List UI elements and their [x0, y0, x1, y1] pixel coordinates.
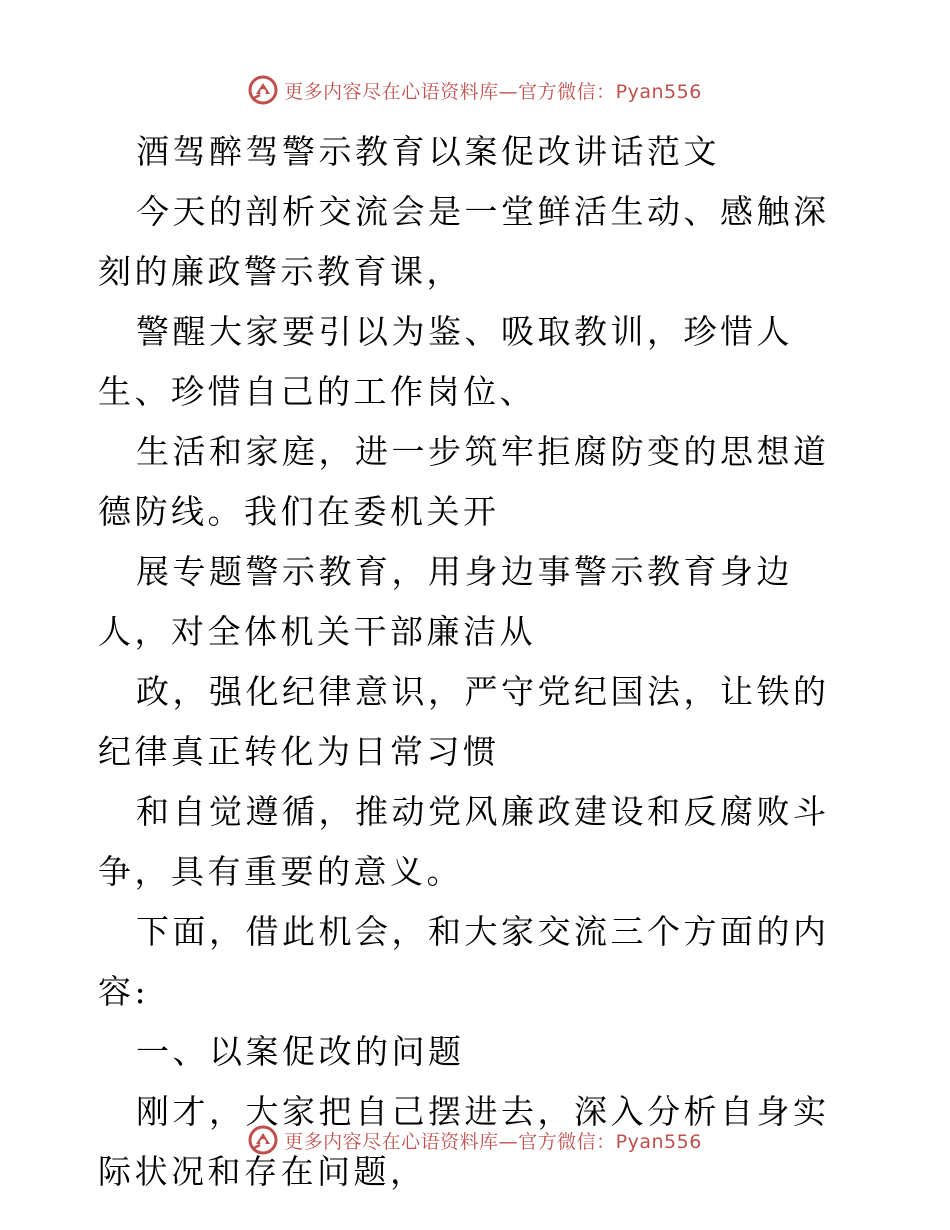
header-banner-text: 更多内容尽在心语资料库—官方微信：Pyan556 [284, 80, 702, 103]
paragraph-7: 下面，借此机会，和大家交流三个方面的内容: [98, 912, 830, 1011]
document-body [98, 122, 858, 1202]
red-seal-logo-icon [248, 1125, 278, 1155]
paragraph-5: 政，强化纪律意识，严守党纪国法，让铁的纪律真正转化为日常习惯 [98, 672, 830, 771]
paragraph-3: 生活和家庭，进一步筑牢拒腐防变的思想道德防线。我们在委机关开 [98, 432, 830, 531]
paragraph-8: 刚才，大家把自己摆进去，深入分析自身实际状况和存在问题， [98, 1092, 830, 1191]
document-title: 酒驾醉驾警示教育以案促改讲话范文 [136, 132, 720, 171]
footer-banner [0, 1120, 950, 1160]
red-seal-logo-icon [248, 75, 278, 105]
header-banner [0, 70, 950, 110]
footer-banner-text: 更多内容尽在心语资料库—官方微信：Pyan556 [284, 1130, 702, 1153]
paragraph-6: 和自觉遵循，推动党风廉政建设和反腐败斗争，具有重要的意义。 [98, 792, 830, 891]
paragraph-2: 警醒大家要引以为鉴、吸取教训，珍惜人生、珍惜自己的工作岗位、 [98, 312, 793, 411]
paragraph-4: 展专题警示教育，用身边事警示教育身边人，对全体机关干部廉洁从 [98, 552, 793, 651]
paragraph-1: 今天的剖析交流会是一堂鲜活生动、感触深刻的廉政警示教育课， [98, 192, 830, 291]
section-heading-1: 一、以案促改的问题 [136, 1032, 465, 1071]
